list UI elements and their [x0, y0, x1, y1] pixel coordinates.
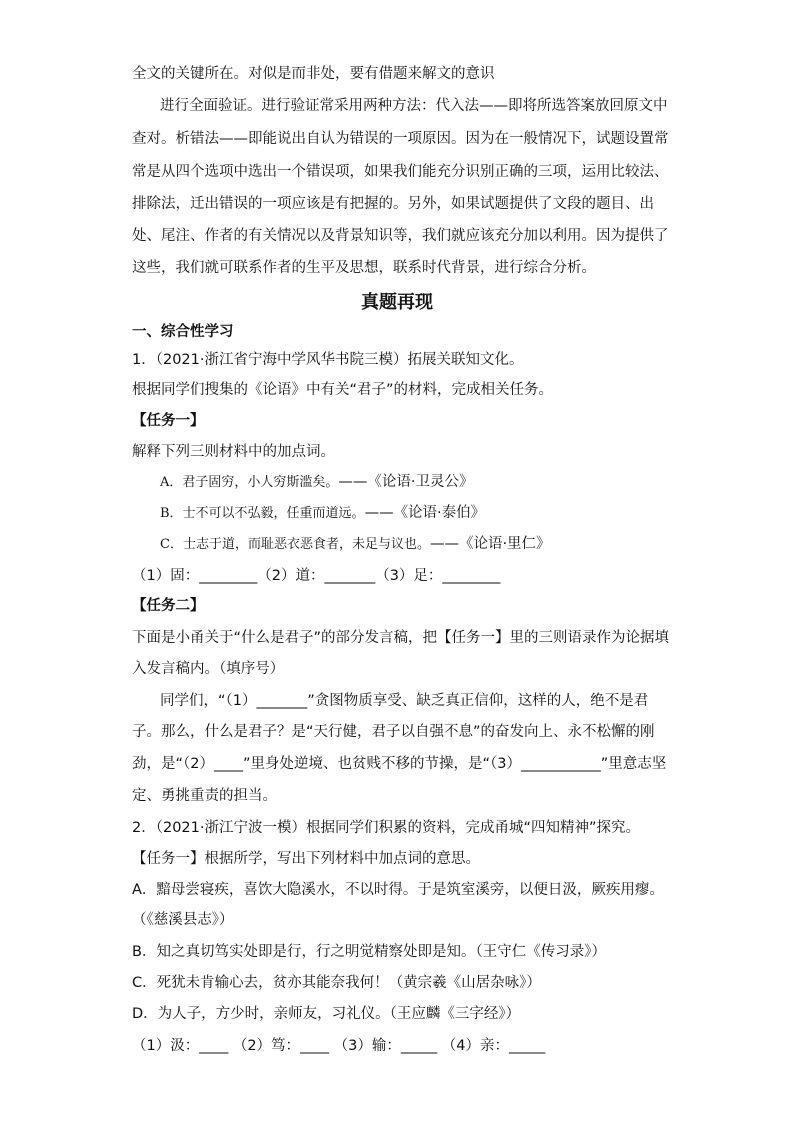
q1-item-b-text: B．士不可以不弘毅，任重而道远。	[160, 506, 365, 521]
q2-task1: 【任务一】根据所学，写出下列材料中加点词的意思。	[132, 851, 480, 867]
q2-item-d: D．为人子，方少时，亲师友，习礼仪。（王应麟《三字经》）	[132, 1006, 521, 1022]
q1-speech-line-3: 劲，是“（2）____”里身处逆境、也贫贱不移的节操，是“（3）___________”里意志坚	[132, 756, 667, 772]
q2-item-a: A．黯母尝寝疾，喜饮大隐溪水，不以时得。于是筑室溪旁，以便日汲，厥疾用瘳。	[132, 882, 664, 898]
q1-speech-line-1: 同学们，“（1）_______”贪图物质享受、缺乏真正信仰，这样的人，绝不是君	[160, 693, 649, 709]
q1-item-c-text: C．士志于道，而耻恶衣恶食者，未足与议也。	[160, 537, 430, 552]
q1-task2-label: 【任务二】	[132, 598, 205, 614]
q1-task1-text: 解释下列三则材料中的加点词。	[132, 444, 335, 460]
q1-task1-label: 【任务一】	[132, 413, 205, 429]
q2-stem: 2．（2021·浙江宁波一模）根据同学们积累的资料，完成甬城“四知精神”探究。	[132, 820, 641, 836]
intro-line-2: 进行全面验证。进行验证常采用两种方法：代入法——即将所选答案放回原文中	[160, 98, 668, 114]
intro-line-4: 常是从四个选项中选出一个错误项，如果我们能充分识别正确的三项，运用比较法、	[132, 164, 669, 180]
q1-item-b	[160, 503, 485, 524]
q1-task2-text-1: 下面是小甬关于“什么是君子”的部分发言稿，把【任务一】里的三则语录作为论据填	[132, 630, 670, 646]
section-title: 真题再现	[361, 292, 433, 313]
q1-task2-text-2: 入发言稿内。（填序号）	[132, 661, 285, 677]
q2-item-a-source: （《慈溪县志》）	[132, 912, 234, 928]
q1-speech-line-2: 子。那么，什么是君子？是“天行健，君子以自强不息”的奋发向上、永不松懈的刚	[132, 724, 655, 740]
part-heading: 一、综合性学习	[132, 324, 234, 340]
q2-blanks: （1）汲：____ （2）笃：____ （3）输：_____ （4）亲：_____	[132, 1038, 546, 1054]
q1-item-c-source: ——《论语·里仁》	[429, 536, 551, 552]
q1-stem: 1．（2021·浙江省宁海中学风华书院三模）拓展关联知文化。	[132, 352, 524, 368]
q2-item-b: B．知之真切笃实处即是行，行之明觉精察处即是知。（王守仁《传习录》）	[132, 944, 606, 960]
intro-line-3: 查对。析错法——即能说出自认为错误的一项原因。因为在一般情况下，试题设置常	[132, 131, 669, 147]
q1-item-b-source: ——《论语·泰伯》	[364, 505, 486, 521]
intro-line-5: 排除法，迁出错误的一项应该是有把握的。另外，如果试题提供了文段的题目、出	[132, 196, 654, 212]
q1-item-c	[160, 534, 551, 555]
q1-speech-line-4: 定、勇挑重责的担当。	[132, 788, 277, 804]
q1-blanks: （1）固：________（2）道：_______（3）足：________	[132, 568, 501, 584]
q1-intro: 根据同学们搜集的《论语》中有关“君子”的材料，完成相关任务。	[132, 382, 554, 398]
q1-item-a-source: ——《论语·卫灵公》	[338, 474, 474, 490]
intro-line-1: 全文的关键所在。对似是而非处，要有借题来解文的意识	[132, 66, 495, 82]
q1-item-a-text: A．君子固穷，小人穷斯滥矣。	[160, 475, 339, 490]
intro-line-6: 处、尾注、作者的有关情况以及背景知识等，我们就应该充分加以利用。因为提供了	[132, 228, 669, 244]
q1-item-a	[160, 472, 474, 493]
intro-line-7: 这些，我们就可联系作者的生平及思想，联系时代背景，进行综合分析。	[132, 260, 596, 276]
q2-item-c: C．死犹未肯输心去，贫亦其能奈我何！（黄宗羲《山居杂咏》）	[132, 975, 541, 991]
